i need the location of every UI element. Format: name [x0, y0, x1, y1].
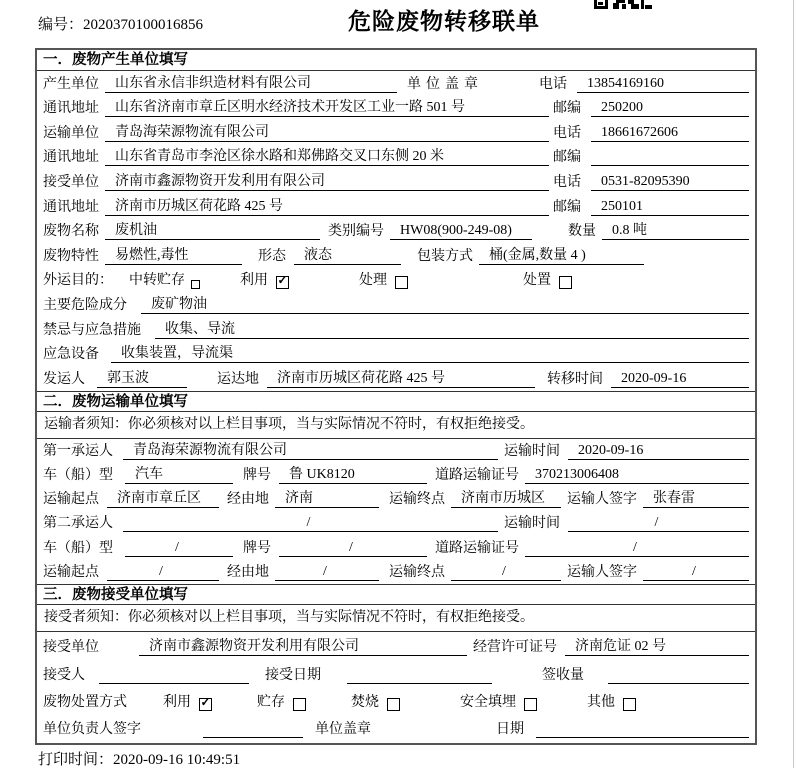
purpose-dispose-checkbox [559, 276, 572, 289]
license-number-label: 经营许可证号 [473, 640, 557, 656]
outbound-purpose-label: 外运目的： [43, 273, 113, 289]
producer-phone-label: 电话 [539, 76, 567, 92]
receiver-phone-value: 0531-82095390 [591, 174, 749, 191]
endpoint-value: 济南市历城区 [451, 487, 561, 508]
origin-label: 运输起点 [43, 492, 99, 508]
print-time [38, 748, 240, 769]
received-amount-label: 签收量 [542, 667, 584, 683]
category-code-value: HW08(900-249-08) [390, 223, 532, 240]
second-carrier-label: 第二承运人 [43, 516, 113, 532]
destination-value: 济南市历城区荷花路 425 号 [267, 367, 535, 388]
section-1-header: 一．废物产生单位填写 [37, 50, 755, 71]
plate-number2-value: / [279, 540, 427, 557]
carrier-signature-label: 运输人签字 [567, 492, 637, 508]
plate-number2-label: 牌号 [243, 540, 271, 556]
row-vehicle-type2 [37, 535, 755, 559]
receiver-notice: 接受者须知：你必须核对以上栏目事项，当与实际情况不符时，有权拒绝接受。 [37, 605, 755, 632]
transporter-notice: 运输者须知：你必须核对以上栏目事项，当与实际情况不符时，有权拒绝接受。 [37, 412, 755, 439]
second-carrier-value: / [123, 515, 498, 532]
shipper-value: 郭玉波 [97, 367, 187, 388]
row-vehicle-type [37, 463, 755, 487]
waste-property-value: 易燃性,毒性 [105, 244, 242, 265]
packaging-label: 包装方式 [417, 248, 473, 264]
emergency-measures-label: 禁忌与应急措施 [43, 322, 141, 338]
vehicle-type2-value: / [125, 540, 233, 557]
carrier-signature-value: 张春雷 [643, 487, 749, 508]
waste-name-value: 废机油 [105, 219, 320, 240]
emergency-measures-value: 收集、导流 [155, 318, 749, 339]
road-permit-value: 370213006408 [525, 467, 749, 484]
vehicle-type-value: 汽车 [125, 463, 233, 484]
producer-zip-value: 250200 [591, 100, 749, 117]
packaging-value: 桶(金属,数量 4 ) [479, 244, 644, 265]
transport-address-label: 通讯地址 [43, 150, 99, 166]
shipper-label: 发运人 [43, 371, 85, 387]
form-state-value: 液态 [294, 244, 401, 265]
purpose-treat-label: 处理 [359, 273, 387, 289]
receiver-unit-value: 济南市鑫源物资开发利用有限公司 [105, 170, 549, 191]
transport-zip-value [591, 165, 749, 166]
carrier-signature2-value: / [643, 564, 749, 581]
destination-label: 运达地 [217, 371, 259, 387]
row-responsible-signature [37, 714, 755, 741]
transport-zip-label: 邮编 [553, 150, 581, 166]
received-amount-value [608, 683, 749, 684]
transfer-storage-label: 中转贮存 [129, 273, 185, 289]
plate-number-label: 牌号 [243, 468, 271, 484]
producer-unit-value: 山东省永信非织造材料有限公司 [105, 72, 397, 93]
serial-label: 编号： [38, 17, 84, 33]
section-2-header: 二．废物运输单位填写 [37, 391, 755, 412]
plate-number-value: 鲁 UK8120 [279, 463, 427, 484]
unit-seal-label: 单位盖章 [407, 76, 483, 92]
date-label: 日期 [496, 722, 524, 738]
transport-time2-value: / [568, 515, 749, 532]
disposal-use-checkbox-checked [199, 695, 212, 711]
transport-phone-label: 电话 [553, 125, 581, 141]
disposal-other-label: 其他 [587, 695, 615, 711]
disposal-method-label: 废物处置方式 [43, 695, 127, 711]
row-receiver-address [37, 194, 755, 219]
carrier-signature2-label: 运输人签字 [567, 564, 637, 580]
quantity-value: 0.8 吨 [602, 219, 749, 240]
acceptor-value [99, 683, 249, 684]
row-transport-route2 [37, 560, 755, 584]
hazard-components-value: 废矿物油 [141, 293, 749, 314]
row-shipper [37, 366, 755, 391]
quantity-label: 数量 [568, 224, 596, 240]
print-time-value: 2020-09-16 10:49:51 [113, 752, 241, 768]
transport-unit-value: 青岛海荣源物流有限公司 [105, 121, 549, 142]
print-time-label: 打印时间： [38, 752, 114, 768]
transfer-storage-checkbox [191, 280, 200, 289]
disposal-landfill-checkbox [524, 698, 537, 711]
disposal-other-checkbox [623, 698, 636, 711]
row-producer-address [37, 96, 755, 121]
section-3-header: 三．废物接受单位填写 [37, 584, 755, 605]
serial-value: 2020370100016856 [83, 17, 204, 33]
document-title: 危险废物转移联单 [348, 9, 540, 34]
receiver-zip-value: 250101 [591, 199, 749, 216]
purpose-use-checkbox-checked [276, 273, 289, 289]
check-icon: ✓ [277, 273, 288, 288]
unit-seal2-label: 单位盖章 [315, 722, 371, 738]
row-emergency-equipment [37, 342, 755, 367]
page-edge-line [793, 0, 794, 768]
road-permit-label: 道路运输证号 [435, 468, 519, 484]
purpose-dispose-label: 处置 [523, 273, 551, 289]
receiver-address-label: 通讯地址 [43, 199, 99, 215]
responsible-signature-label: 单位负责人签字 [43, 722, 141, 738]
via2-label: 经由地 [227, 564, 269, 580]
producer-address-value: 山东省济南市章丘区明水经济技术开发区工业一路 501 号 [105, 96, 549, 117]
section-receiver [37, 584, 755, 742]
waste-property-label: 废物特性 [43, 248, 99, 264]
transport-address-value: 山东省青岛市李沧区徐水路和郑佛路交叉口东侧 20 米 [105, 145, 549, 166]
transport-time2-label: 运输时间 [504, 516, 560, 532]
accept-date-label: 接受日期 [265, 667, 321, 683]
road-permit2-label: 道路运输证号 [435, 540, 519, 556]
row-accept-unit [37, 632, 755, 659]
first-carrier-value: 青岛海荣源物流有限公司 [123, 439, 498, 460]
section-producer [37, 50, 755, 391]
section-transporter [37, 391, 755, 584]
first-carrier-label: 第一承运人 [43, 443, 113, 459]
producer-address-label: 通讯地址 [43, 101, 99, 117]
disposal-storage-checkbox [293, 698, 306, 711]
producer-phone-value: 13854169160 [577, 76, 749, 93]
date-value [536, 737, 749, 738]
accept-unit-value: 济南市鑫源物资开发利用有限公司 [139, 635, 467, 656]
waste-name-label: 废物名称 [43, 224, 99, 240]
endpoint-label: 运输终点 [389, 492, 445, 508]
vehicle-type-label: 车（船）型 [43, 468, 113, 484]
via-label: 经由地 [227, 492, 269, 508]
via2-value: / [275, 564, 379, 581]
via-value: 济南 [275, 487, 379, 508]
receiver-phone-label: 电话 [553, 174, 581, 190]
category-code-label: 类别编号 [328, 224, 384, 240]
transfer-time-value: 2020-09-16 [611, 371, 749, 388]
purpose-use-label: 利用 [240, 273, 268, 289]
row-receiver-unit [37, 169, 755, 194]
page-header [0, 0, 796, 48]
origin-value: 济南市章丘区 [107, 487, 219, 508]
disposal-incinerate-label: 焚烧 [351, 695, 379, 711]
emergency-equipment-value: 收集装置，导流渠 [111, 342, 749, 363]
form-box [35, 48, 757, 745]
disposal-incinerate-checkbox [387, 698, 400, 711]
transport-time-value: 2020-09-16 [568, 443, 749, 460]
qr-code-fragment [594, 0, 652, 9]
form-state-label: 形态 [258, 248, 286, 264]
receiver-address-value: 济南市历城区荷花路 425 号 [105, 195, 549, 216]
row-producer-unit [37, 71, 755, 96]
disposal-storage-label: 贮存 [257, 695, 285, 711]
acceptor-label: 接受人 [43, 667, 85, 683]
endpoint2-value: / [451, 564, 561, 581]
emergency-equipment-label: 应急设备 [43, 347, 99, 363]
row-waste-name [37, 219, 755, 244]
row-second-carrier [37, 511, 755, 535]
row-outbound-purpose [37, 268, 755, 293]
transport-time-label: 运输时间 [504, 443, 560, 459]
row-acceptor [37, 659, 755, 686]
producer-unit-label: 产生单位 [43, 76, 99, 92]
purpose-treat-checkbox [395, 276, 408, 289]
endpoint2-label: 运输终点 [389, 564, 445, 580]
origin2-label: 运输起点 [43, 564, 99, 580]
row-transport-unit [37, 120, 755, 145]
producer-zip-label: 邮编 [553, 101, 581, 117]
row-emergency-measures [37, 317, 755, 342]
row-transport-address [37, 145, 755, 170]
row-waste-property [37, 243, 755, 268]
row-first-carrier [37, 439, 755, 463]
check-icon: ✓ [200, 695, 211, 710]
row-hazard-components [37, 292, 755, 317]
license-number-value: 济南危证 02 号 [565, 635, 749, 656]
disposal-landfill-label: 安全填埋 [460, 695, 516, 711]
accept-date-value [347, 683, 492, 684]
transport-phone-value: 18661672606 [591, 125, 749, 142]
origin2-value: / [107, 564, 219, 581]
row-transport-route [37, 487, 755, 511]
accept-unit-label: 接受单位 [43, 640, 99, 656]
receiver-zip-label: 邮编 [553, 199, 581, 215]
hazard-components-label: 主要危险成分 [43, 297, 127, 313]
row-disposal-method [37, 687, 755, 714]
transport-unit-label: 运输单位 [43, 125, 99, 141]
receiver-unit-label: 接受单位 [43, 174, 99, 190]
vehicle-type2-label: 车（船）型 [43, 540, 113, 556]
disposal-use-label: 利用 [163, 695, 191, 711]
responsible-signature-value [203, 737, 303, 738]
transfer-time-label: 转移时间 [547, 371, 603, 387]
road-permit2-value: / [525, 540, 749, 557]
